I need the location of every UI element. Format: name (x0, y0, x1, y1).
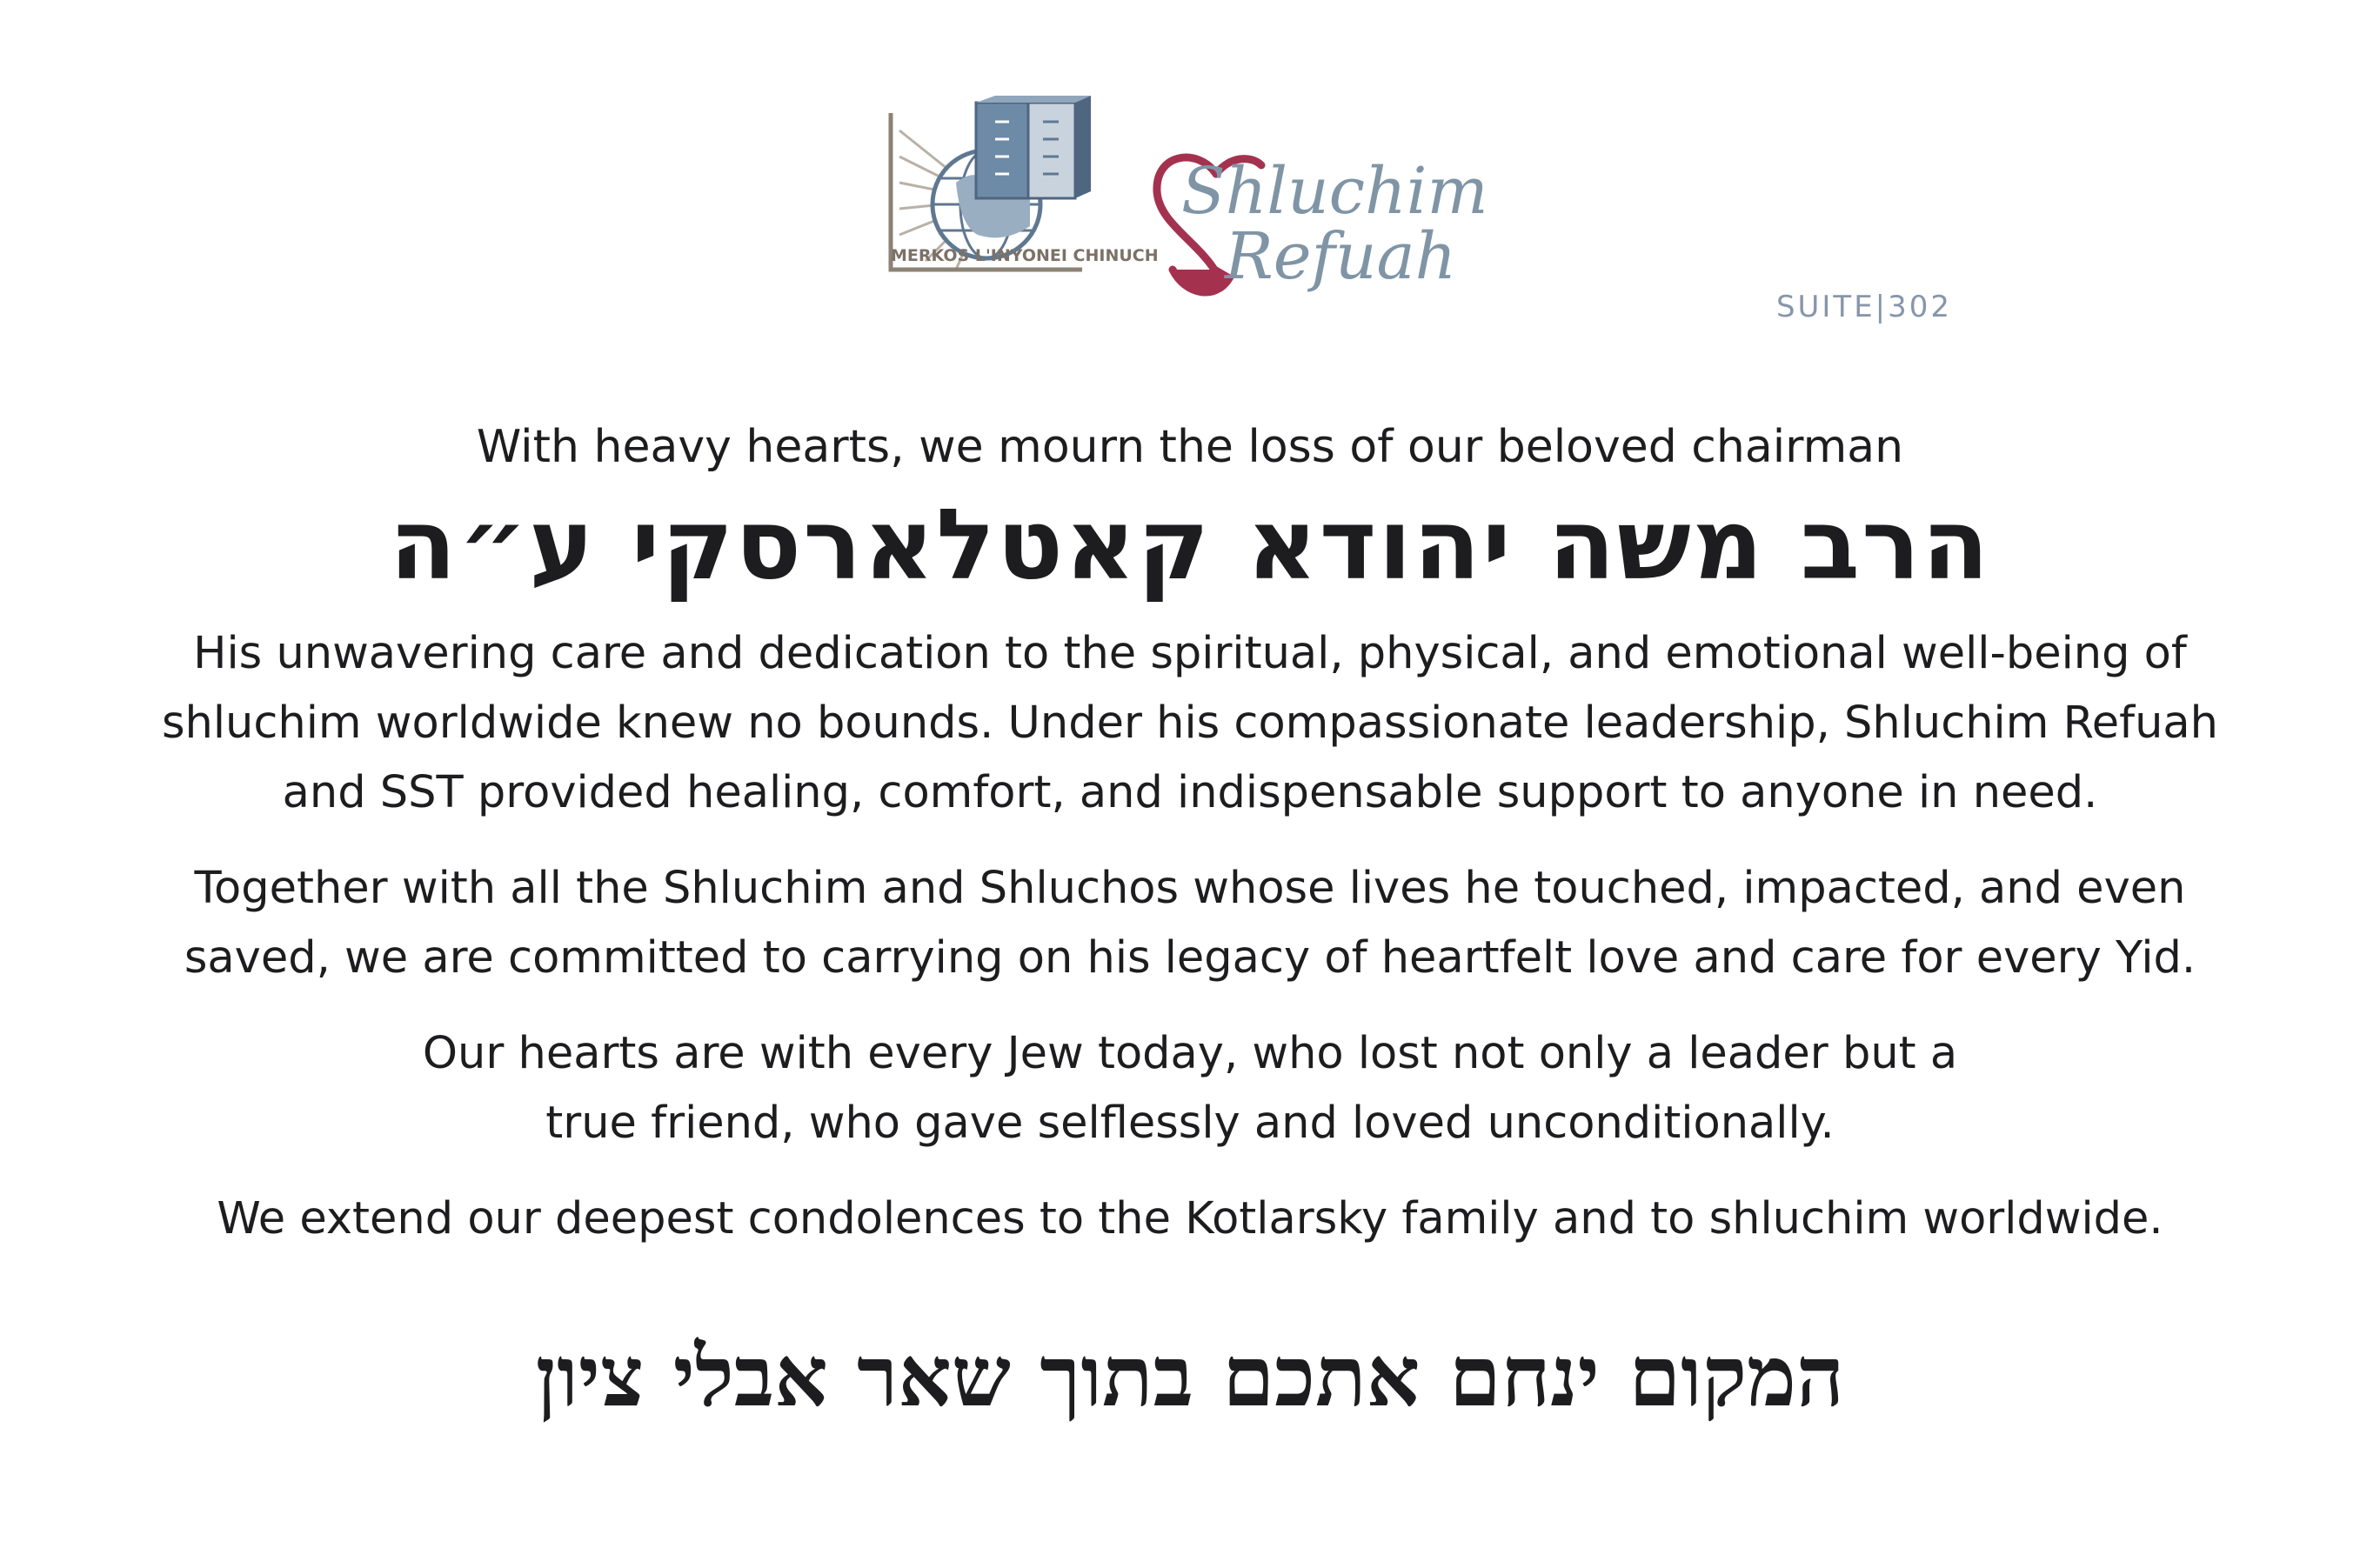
paragraph-line: His unwavering care and dedication to the spiritual, physical, and emotional well-being of (193, 628, 2187, 679)
intro-line: With heavy hearts, we mourn the loss of our beloved chairman (476, 421, 1904, 473)
paragraph-line: and SST provided healing, comfort, and indispensable support to anyone in need. (282, 767, 2098, 818)
paragraph-line: We extend our deepest condolences to the Kotlarsky family and to shluchim worldwide. (217, 1193, 2163, 1244)
paragraph-line: Our hearts are with every Jew today, who lost not only a leader but a (422, 1028, 1958, 1079)
paragraph-legacy (0, 854, 2380, 993)
logo-header (0, 96, 2380, 339)
hebrew-name-heading: הרב משה יהודא קאטלארסקי ע״ה (389, 489, 1991, 602)
paragraph-dedication (0, 619, 2380, 828)
refuah-wordmark-line2: Refuah (1225, 219, 1457, 294)
merkos-linyonei-chinuch-globe-logo (873, 96, 1159, 283)
paragraph-line: Together with all the Shluchim and Shluchos whose lives he touched, impacted, and even (194, 863, 2186, 914)
shluchim-refuah-logo (1147, 139, 1512, 304)
paragraph-line: shluchim worldwide knew no bounds. Under his compassionate leadership, Shluchim Refuah (161, 697, 2218, 749)
paragraph-hearts (0, 1019, 2380, 1158)
paragraph-line: true friend, who gave selflessly and loved unconditionally. (545, 1098, 1835, 1149)
refuah-wordmark-line1: Shluchim (1181, 154, 1488, 229)
merkos-wordmark: MERKOS L'INYONEI CHINUCH (891, 246, 1159, 265)
paragraph-condolences (0, 1184, 2380, 1254)
closing-hebrew-blessing: המקום ינחם אתכם בתוך שאר אבלי ציון (535, 1327, 1845, 1425)
paragraph-line: saved, we are committed to carrying on his legacy of heartfelt love and care for every Yid. (184, 932, 2196, 984)
suite-label: SUITE|302 (1775, 290, 1953, 324)
